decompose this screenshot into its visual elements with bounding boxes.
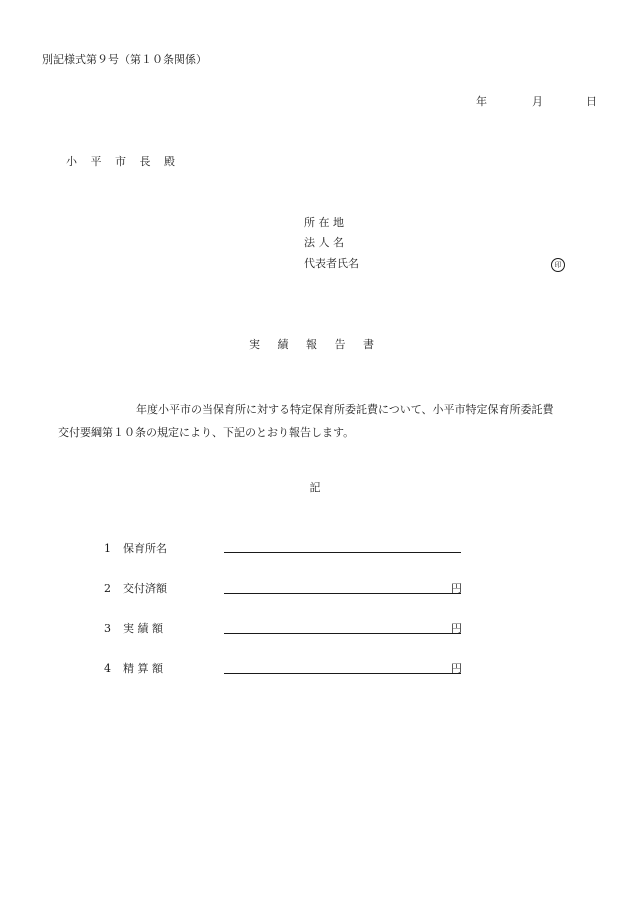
form-number: 別記様式第９号（第１０条関係） (42, 53, 207, 66)
item-number: 4 (104, 662, 111, 675)
date-day: 日 (586, 95, 597, 108)
date-year: 年 (476, 95, 487, 108)
item-underline (224, 633, 461, 634)
document-title: 実 績 報 告 書 (249, 338, 381, 351)
body-line-1: 年度小平市の当保育所に対する特定保育所委託費について、小平市特定保育所委託費 (136, 403, 554, 416)
item-number: 2 (104, 582, 111, 595)
addressee: 小 平 市 長 殿 (66, 155, 180, 168)
item-label: 交付済額 (123, 582, 167, 595)
body-paragraph (58, 398, 578, 444)
item-label: 精 算 額 (123, 662, 163, 675)
item-underline (224, 673, 461, 674)
item-underline (224, 552, 461, 553)
seal-mark: 印 (551, 258, 565, 272)
date-line (476, 96, 597, 107)
representative-label: 代表者氏名 (304, 257, 359, 270)
date-month: 月 (532, 95, 543, 108)
item-number: 1 (104, 542, 111, 555)
item-number: 3 (104, 622, 111, 635)
address-label: 所 在 地 (304, 216, 344, 229)
item-unit: 円 (451, 622, 462, 635)
body-line-2: 交付要綱第１０条の規定により、下記のとおり報告します。 (58, 426, 355, 439)
item-unit: 円 (451, 582, 462, 595)
item-underline (224, 593, 461, 594)
item-label: 保育所名 (123, 542, 167, 555)
item-unit: 円 (451, 662, 462, 675)
ki-heading: 記 (309, 481, 321, 494)
corp-name-label: 法 人 名 (304, 236, 344, 249)
item-label: 実 績 額 (123, 622, 163, 635)
